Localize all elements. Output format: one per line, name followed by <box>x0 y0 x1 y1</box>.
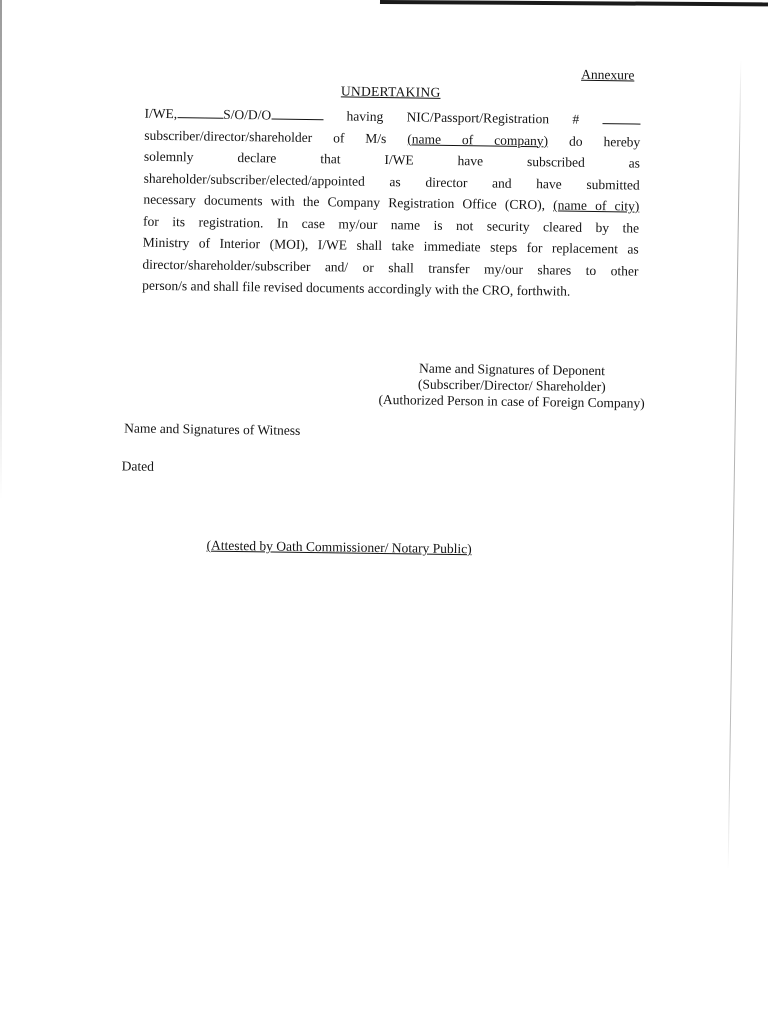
dated-label: Dated <box>121 458 154 474</box>
deponent-signature-block <box>346 360 677 413</box>
paragraph-line-6: for its registration. In case my/our name is not security cleared by the <box>142 213 640 236</box>
undertaking-paragraph <box>142 103 641 303</box>
iwe-label: I/WE, <box>144 105 178 122</box>
attestation-line: (Attested by Oath Commissioner/ Notary Public) <box>206 537 472 557</box>
paragraph-text: necessary documents with the Company Registration Office (CRO), <box>143 191 546 213</box>
city-name-placeholder: (name of city) <box>553 197 640 214</box>
parent-name-blank <box>271 106 323 120</box>
paragraph-line-7: Ministry of Interior (MOI), I/WE shall take immediate steps for replacement as <box>142 234 639 257</box>
witness-signature-label: Name and Signatures of Witness <box>124 420 301 438</box>
deponent-line: Name and Signatures of Deponent <box>418 360 606 379</box>
nic-label: having NIC/Passport/Registration # <box>346 108 580 127</box>
company-name-placeholder: (name of company) <box>407 130 549 148</box>
deponent-authorized-line: (Authorized Person in case of Foreign Company) <box>378 391 645 411</box>
name-blank <box>177 105 223 119</box>
document-title: UNDERTAKING <box>340 83 441 100</box>
paragraph-text: subscriber/director/shareholder of M/s <box>144 127 387 146</box>
nic-number-blank <box>602 111 640 125</box>
paragraph-line-3: solemnly declare that I/WE have subscribed as <box>143 148 641 171</box>
deponent-role-line: (Subscriber/Director/ Shareholder) <box>417 376 606 395</box>
paragraph-line-9: person/s and shall file revised documents accordingly with the CRO, forthwith. <box>142 277 571 299</box>
paragraph-text: do hereby <box>568 133 641 150</box>
paragraph-line-4: shareholder/subscriber/elected/appointed as director and have submitted <box>143 170 640 193</box>
paragraph-line-8: director/shareholder/subscriber and/ or shall transfer my/our shares to other <box>142 256 639 279</box>
sodo-label: S/O/D/O <box>223 106 272 123</box>
annexure-label: Annexure <box>581 66 635 83</box>
